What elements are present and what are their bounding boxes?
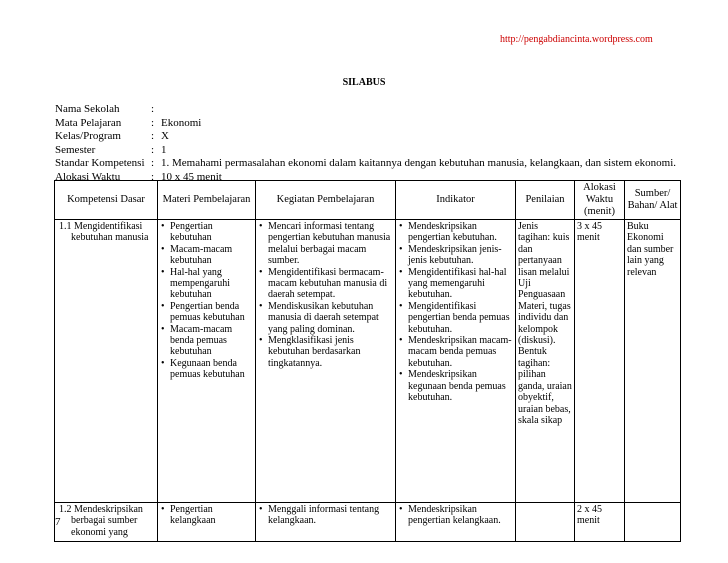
list-item: • Mengidentifikasi pengertian benda pemuas kebutuhan.	[408, 301, 513, 335]
syllabus-table	[54, 180, 681, 542]
alokasi-text: 2 x 45 menit	[577, 504, 602, 527]
col-header-materi: Materi Pembelajaran	[158, 181, 256, 220]
kd-text: 1.1 Mengidentifikasi kebutuhan manusia	[59, 221, 149, 244]
cell-sumber	[625, 220, 681, 503]
list-item: • Kegunaan benda pemuas kebutuhan	[170, 358, 253, 381]
indikator-list	[398, 221, 513, 404]
meta-separator: :	[151, 130, 155, 143]
list-item: • Pengertian kebutuhan	[170, 221, 253, 244]
col-header-kd: Kompetensi Dasar	[55, 181, 158, 220]
meta-label: Standar Kompetensi	[55, 157, 145, 170]
cell-alokasi	[575, 220, 625, 503]
cell-sumber	[625, 503, 681, 542]
table-row	[55, 503, 681, 542]
col-header-sumber: Sumber/ Bahan/ Alat	[625, 181, 681, 220]
meta-block	[55, 103, 676, 185]
meta-value: 1	[161, 143, 167, 156]
kd-text: 1.2 Mendeskripsikan berbagai sumber ekonomi yang	[59, 504, 143, 538]
meta-row	[55, 144, 676, 158]
list-item: • Menggali informasi tentang kelangkaan.	[268, 504, 393, 527]
list-item: • Pengertian benda pemuas kebutuhan	[170, 301, 253, 324]
cell-kd	[55, 220, 158, 503]
meta-label: Alokasi Waktu	[55, 170, 121, 183]
list-item: • Mendeskripsikan macam-macam benda pemuas kebutuhan.	[408, 335, 513, 369]
cell-penilaian	[516, 220, 575, 503]
cell-alokasi	[575, 503, 625, 542]
list-item: • Mendeskripsikan pengertian kebutuhan.	[408, 221, 513, 244]
list-item: • Mendeskripsikan jenis-jenis kebutuhan.	[408, 244, 513, 267]
meta-separator: :	[151, 157, 155, 170]
meta-label: Semester	[55, 143, 96, 156]
materi-list	[160, 221, 253, 381]
list-item: • Pengertian kelangkaan	[170, 504, 253, 527]
cell-penilaian	[516, 503, 575, 542]
list-item: • Mengidentifikasi hal-hal yang memengaruhi kebutuhan.	[408, 267, 513, 301]
col-header-alokasi: Alokasi Waktu (menit)	[575, 181, 625, 220]
col-header-penilaian: Penilaian	[516, 181, 575, 220]
cell-kegiatan	[256, 220, 396, 503]
penilaian-text: Jenis tagihan: kuis dan pertanyaan lisan melalui Uji Penguasaan Materi, tugas individu dan kelompok (diskusi). Bentuk tagihan: pilihan ganda, uraian obyektif, uraian bebas, skala sikap	[518, 221, 572, 426]
list-item: • Macam-macam kebutuhan	[170, 244, 253, 267]
cell-indikator	[396, 220, 516, 503]
meta-value: 1. Memahami permasalahan ekonomi dalam kaitannya dengan kebutuhan manusia, kelangkaan, dan sistem ekonomi.	[161, 157, 677, 170]
header-url: http://pengabdiancinta.wordpress.com	[500, 34, 653, 45]
cell-kd	[55, 503, 158, 542]
meta-separator: :	[151, 143, 155, 156]
list-item: • Mengklasifikasi jenis kebutuhan berdasarkan tingkatannya.	[268, 335, 393, 369]
meta-separator: :	[151, 103, 155, 115]
cell-materi	[158, 220, 256, 503]
kegiatan-list	[258, 504, 393, 527]
indikator-list	[398, 504, 513, 527]
list-item: • Mengidentifikasi bermacam-macam kebutuhan manusia di daerah setempat.	[268, 267, 393, 301]
col-header-kegiatan: Kegiatan Pembelajaran	[256, 181, 396, 220]
list-item: • Macam-macam benda pemuas kebutuhan	[170, 324, 253, 358]
list-item: • Mendeskripsikan pengertian kelangkaan.	[408, 504, 513, 527]
meta-row	[55, 103, 676, 117]
materi-list	[160, 504, 253, 527]
kegiatan-list	[258, 221, 393, 369]
page-number: 7	[55, 516, 61, 528]
alokasi-text: 3 x 45 menit	[577, 221, 602, 244]
meta-row	[55, 117, 676, 131]
list-item: • Mencari informasi tentang pengertian kebutuhan manusia melalui berbagai macam sumber.	[268, 221, 393, 267]
meta-row	[55, 157, 676, 171]
sumber-text: Buku Ekonomi dan sumber lain yang relevan	[627, 221, 674, 278]
document-title: SILABUS	[342, 77, 386, 88]
list-item: • Mendiskusikan kebutuhan manusia di daerah setempat yang paling dominan.	[268, 301, 393, 335]
cell-indikator	[396, 503, 516, 542]
cell-materi	[158, 503, 256, 542]
meta-separator: :	[151, 170, 155, 183]
list-item: • Mendeskripsikan kegunaan benda pemuas kebutuhan.	[408, 369, 513, 403]
meta-row	[55, 130, 676, 144]
list-item: • Hal-hal yang mempengaruhi kebutuhan	[170, 267, 253, 301]
meta-label: Kelas/Program	[55, 130, 121, 143]
meta-value: X	[161, 130, 169, 143]
meta-label: Nama Sekolah	[55, 103, 120, 115]
meta-label: Mata Pelajaran	[55, 116, 122, 129]
meta-value: 10 x 45 menit	[161, 170, 222, 183]
meta-separator: :	[151, 116, 155, 129]
col-header-indikator: Indikator	[396, 181, 516, 220]
cell-kegiatan	[256, 503, 396, 542]
table-row	[55, 220, 681, 503]
meta-value: Ekonomi	[161, 116, 202, 129]
table-header-row	[55, 181, 681, 220]
